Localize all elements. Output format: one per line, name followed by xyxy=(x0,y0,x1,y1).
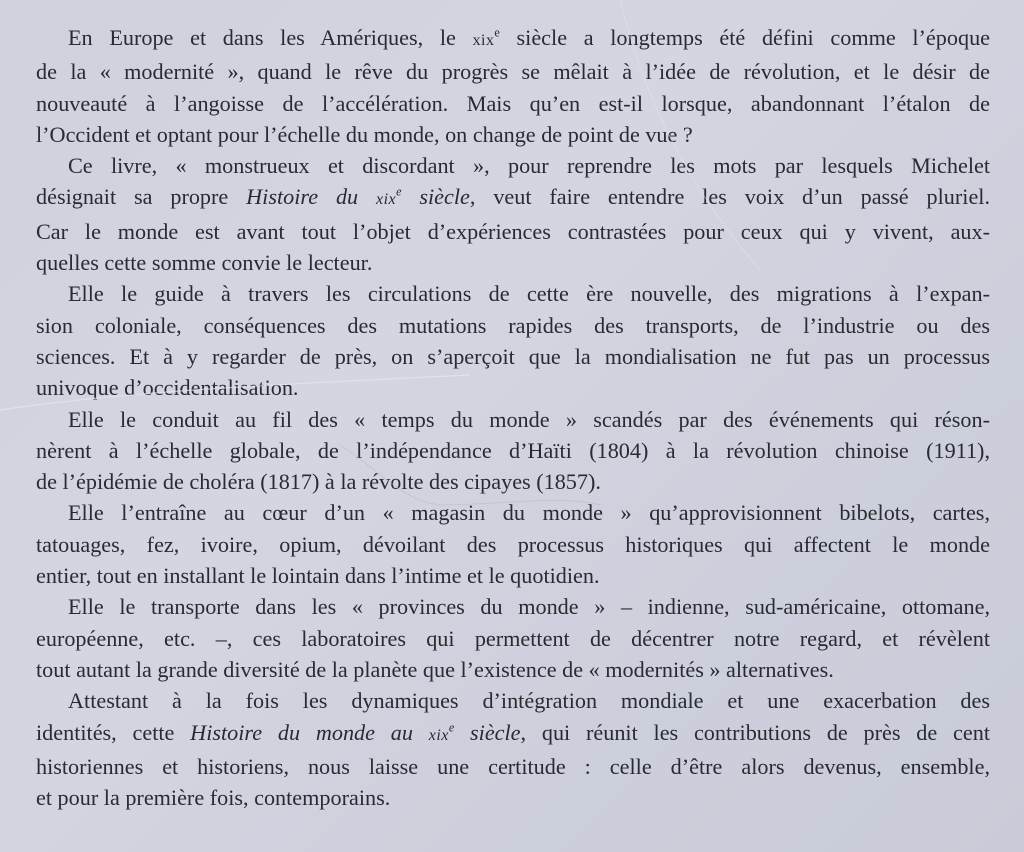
text-line xyxy=(36,466,990,497)
text-line xyxy=(36,654,990,685)
text-segment: nouveauté à l’angoisse de l’accélération. Mais qu’en est-il lorsque, abandonnant l’étalon de xyxy=(36,90,990,116)
text-segment: , qui réunit les contributions de près de cent xyxy=(520,719,990,745)
text-line xyxy=(36,278,990,309)
text-segment: siècle xyxy=(454,719,521,745)
paragraph-1 xyxy=(36,22,990,150)
text-line xyxy=(36,623,990,654)
text-segment: tatouages, fez, ivoire, opium, dévoilant des processus historiques qui affectent le monde xyxy=(36,531,990,557)
text-segment: Car le monde est avant tout l’objet d’expériences contrastées pour ceux qui y vivent, aux- xyxy=(36,218,990,244)
text-line xyxy=(36,181,990,215)
text-line xyxy=(36,341,990,372)
text-line xyxy=(36,529,990,560)
text-segment: entier, tout en installant le lointain dans l’intime et le quotidien. xyxy=(36,563,600,589)
text-segment: européenne, etc. –, ces laboratoires qui permettent de décentrer notre regard, et révèlent xyxy=(36,625,990,651)
text-segment: Elle le transporte dans les « provinces du monde » – indienne, sud-américaine, ottomane, xyxy=(68,594,990,620)
text-line xyxy=(36,435,990,466)
paragraph-4 xyxy=(36,404,990,498)
text-segment: identités, cette xyxy=(36,719,191,745)
text-line xyxy=(36,216,990,247)
text-line xyxy=(36,88,990,119)
text-segment: univoque d’occidentalisation. xyxy=(36,375,299,401)
text-segment: Elle le conduit au fil des « temps du monde » scandés par des événements qui réson- xyxy=(68,406,990,432)
text-line xyxy=(36,560,990,591)
text-segment: Attestant à la fois les dynamiques d’intégration mondiale et une exacerbation des xyxy=(68,688,990,714)
text-segment: sciences. Et à y regarder de près, on s’aperçoit que la mondialisation ne fut pas un processus xyxy=(36,343,990,369)
paragraph-3 xyxy=(36,278,990,403)
paragraph-2 xyxy=(36,150,990,278)
text-segment: historiennes et historiens, nous laisse une certitude : celle d’être alors devenus, ensemble, xyxy=(36,753,990,779)
text-segment: de la « modernité », quand le rêve du progrès se mêlait à l’idée de révolution, et le désir de xyxy=(36,59,990,85)
text-segment: de l’épidémie de choléra (1817) à la révolte des cipayes (1857). xyxy=(36,469,601,495)
text-line xyxy=(36,119,990,150)
paragraph-6 xyxy=(36,591,990,685)
text-segment: En Europe et dans les Amériques, le xyxy=(68,25,473,50)
text-line xyxy=(36,247,990,278)
text-segment: et pour la première fois, contemporains. xyxy=(36,785,391,811)
text-segment: tout autant la grande diversité de la planète que l’existence de « modernités » alternatives. xyxy=(36,656,834,682)
text-segment: e xyxy=(396,184,402,199)
text-segment: nèrent à l’échelle globale, de l’indépendance d’Haïti (1804) à la révolution chinoise (1911), xyxy=(36,437,990,463)
text-line xyxy=(36,685,990,716)
paragraph-7 xyxy=(36,685,990,813)
text-line xyxy=(36,56,990,87)
text-segment: xix xyxy=(376,191,397,209)
text-segment: , veut faire entendre les voix d’un passé pluriel. xyxy=(469,184,990,210)
text-line xyxy=(36,782,990,813)
text-segment: sion coloniale, conséquences des mutations rapides des transports, de l’industrie ou des xyxy=(36,312,990,338)
text-segment: e xyxy=(448,719,455,734)
text-line xyxy=(36,404,990,435)
text-line xyxy=(36,22,990,56)
text-segment: xix xyxy=(472,32,495,49)
text-line xyxy=(36,372,990,403)
text-segment: Histoire du monde au xyxy=(190,719,429,745)
text-body xyxy=(36,22,990,813)
text-segment: Elle l’entraîne au cœur d’un « magasin du monde » qu’approvisionnent bibelots, cartes, xyxy=(68,500,990,526)
text-segment: siècle a longtemps été défini comme l’époque xyxy=(499,25,991,50)
text-segment: e xyxy=(494,25,500,40)
text-line xyxy=(36,310,990,341)
text-segment: Elle le guide à travers les circulations de cette ère nouvelle, des migrations à l’expan- xyxy=(68,281,990,307)
text-segment: Histoire du xyxy=(246,184,377,210)
text-line xyxy=(36,717,990,751)
text-line xyxy=(36,751,990,782)
text-line xyxy=(36,150,990,181)
text-line xyxy=(36,497,990,528)
text-segment: désignait sa propre xyxy=(36,184,247,210)
text-segment: Ce livre, « monstrueux et discordant », pour reprendre les mots par lesquels Michelet xyxy=(68,153,990,179)
text-line xyxy=(36,591,990,622)
text-segment: xix xyxy=(428,726,449,744)
paragraph-5 xyxy=(36,497,990,591)
text-segment: quelles cette somme convie le lecteur. xyxy=(36,250,373,276)
text-segment: l’Occident et optant pour l’échelle du monde, on change de point de vue ? xyxy=(36,121,693,147)
text-segment: siècle xyxy=(401,184,470,210)
